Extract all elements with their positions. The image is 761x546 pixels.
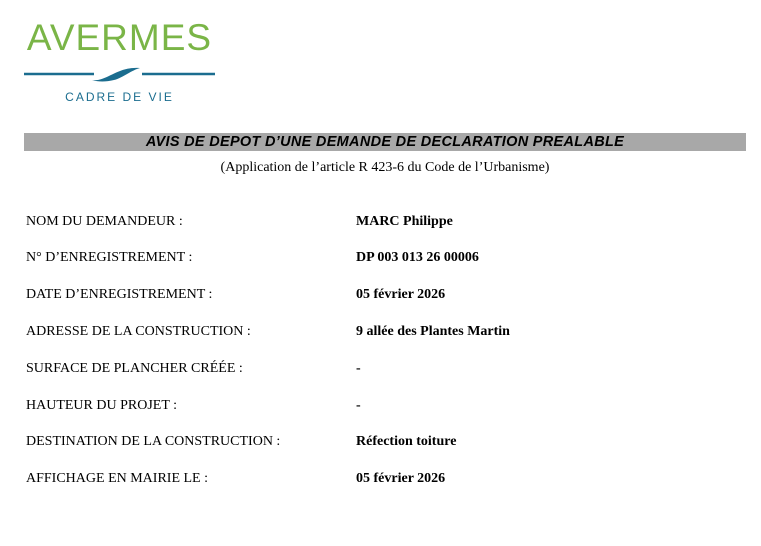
field-row: [0, 469, 761, 489]
page-title: AVIS DE DEPOT D’UNE DEMANDE DE DECLARATION PREALABLE: [24, 133, 746, 151]
field-row: [0, 212, 761, 232]
logo-wordmark: AVERMES: [26, 17, 213, 58]
avermes-logo: [22, 18, 217, 110]
field-row: [0, 359, 761, 379]
field-label: ADRESSE DE LA CONSTRUCTION :: [26, 324, 251, 339]
logo-tagline: CADRE DE VIE: [65, 90, 174, 104]
field-value: 9 allée des Plantes Martin: [356, 324, 510, 339]
field-value: MARC Philippe: [356, 214, 453, 229]
field-row: [0, 248, 761, 268]
field-row: [0, 396, 761, 416]
field-label: DATE D’ENREGISTREMENT :: [26, 287, 213, 302]
field-value: 05 février 2026: [356, 471, 446, 486]
field-label: SURFACE DE PLANCHER CRÉÉE :: [26, 361, 243, 376]
field-row: [0, 322, 761, 342]
field-value: Réfection toiture: [356, 434, 457, 449]
field-label: N° D’ENREGISTREMENT :: [26, 250, 193, 265]
field-value: DP 003 013 26 00006: [356, 250, 479, 265]
field-label: DESTINATION DE LA CONSTRUCTION :: [26, 434, 281, 449]
field-row: [0, 432, 761, 452]
field-label: AFFICHAGE EN MAIRIE LE :: [26, 471, 208, 486]
field-value: -: [356, 361, 361, 376]
field-label: HAUTEUR DU PROJET :: [26, 398, 178, 413]
field-value: 05 février 2026: [356, 287, 446, 302]
field-label: NOM DU DEMANDEUR :: [26, 214, 183, 229]
field-value: -: [356, 398, 361, 413]
page-subtitle: (Application de l’article R 423-6 du Code de l’Urbanisme): [220, 160, 550, 175]
field-row: [0, 285, 761, 305]
